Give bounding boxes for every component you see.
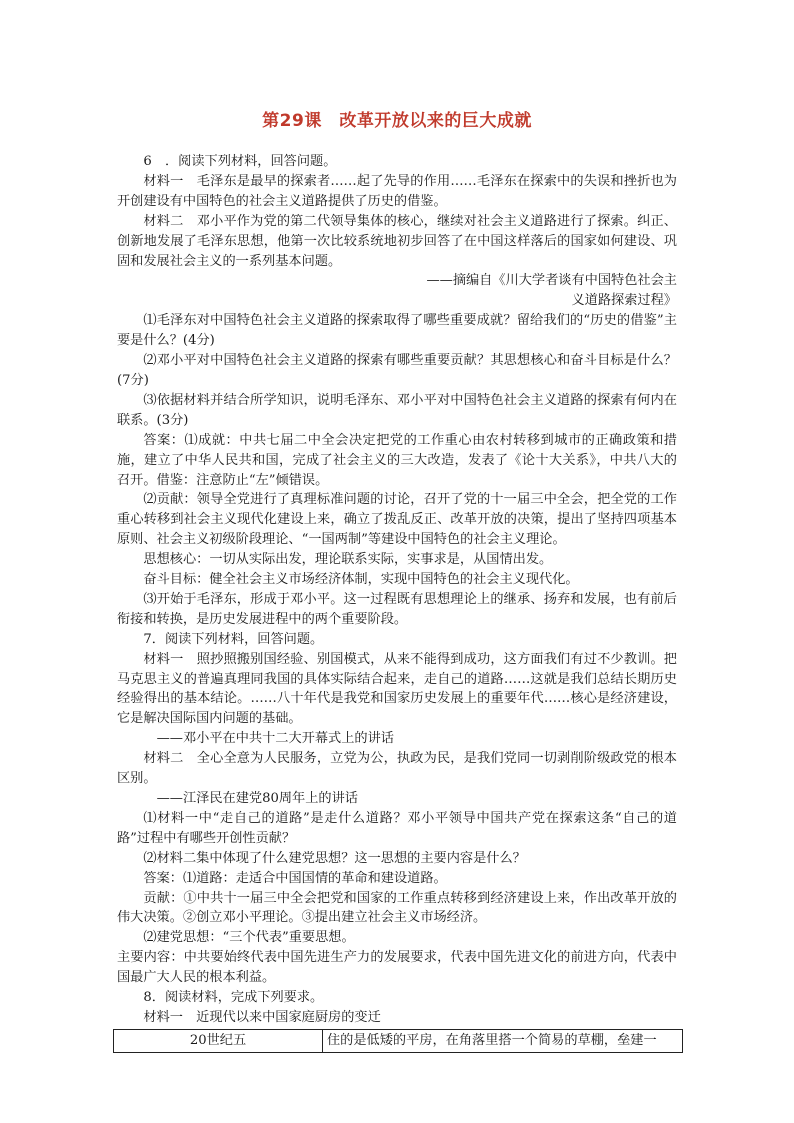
q6-answer-3: ⑶开始于毛泽东，形成于邓小平。这一过程既有思想理论上的继承、扬弃和发展，也有前后衔接和转换，是历史发展进程中的两个重要阶段。 — [117, 591, 677, 627]
lesson-title: 第29课 改革开放以来的巨大成就 — [262, 111, 532, 131]
q6-answer-core: 思想核心：一切从实际出发，理论联系实际，实事求是，从国情出发。 — [143, 552, 553, 568]
q6-sub-question-3: ⑶依据材料并结合所学知识，说明毛泽东、邓小平对中国特色社会主义道路的探索有何内在联系。(3分) — [117, 392, 677, 428]
question-6-heading: 6 ．阅读下列材料，回答问题。 — [143, 154, 337, 169]
q7-sub-question-1: ⑴材料一中“走自己的道路”是走什么道路？邓小平领导中国共产党在探索这条“自己的道路”过程中有哪些开创性贡献？ — [117, 810, 677, 846]
q6-source-citation: ——摘编自《川大学者谈有中国特色社会主义道路探索过程》 — [426, 273, 677, 309]
table-row — [114, 1029, 683, 1052]
table-cell-period: 20世纪五 — [114, 1029, 323, 1052]
q6-answer-goal: 奋斗目标：健全社会主义市场经济体制，实现中国特色的社会主义现代化。 — [143, 572, 579, 588]
q7-answer-content: 主要内容：中共要始终代表中国先进生产力的发展要求，代表中国先进文化的前进方向，代表中国最广大人民的根本利益。 — [117, 950, 677, 986]
table-cell-description: 住的是低矮的平房，在角落里搭一个简易的草棚，垒建一 — [323, 1029, 683, 1052]
q6-sub-question-1: ⑴毛泽东对中国特色社会主义道路的探索取得了哪些重要成就？留给我们的“历史的借鉴”主要是什么？(4分) — [117, 313, 677, 349]
q7-answer-road: 答案：⑴道路：走适合中国国情的革命和建设道路。 — [143, 870, 447, 886]
q6-material-2: 材料二 邓小平作为党的第二代领导集体的核心，继续对社会主义道路进行了探索。纠正、创新地发展了毛泽东思想，他第一次比较系统地初步回答了在中国这样落后的国家如何建设、巩固和发展社会主义的一系列基本问题。 — [117, 213, 677, 269]
q7-answer-thought: ⑵建党思想：“三个代表”重要思想。 — [143, 930, 355, 946]
question-8-heading: 8．阅读材料，完成下列要求。 — [143, 990, 324, 1006]
kitchen-change-table — [113, 1029, 683, 1053]
document-body — [117, 152, 677, 1053]
q7-material-2: 材料二 全心全意为人民服务，立党为公，执政为民，是我们党同一切剥削阶级政党的根本区别。 — [117, 751, 677, 787]
q7-sub-question-2: ⑵材料二集中体现了什么建党思想？这一思想的主要内容是什么？ — [143, 850, 526, 866]
q6-material-1: 材料一 毛泽东是最早的探索者……起了先导的作用……毛泽东在探索中的失误和挫折也为开创建设有中国特色的社会主义道路提供了历史的借鉴。 — [117, 173, 677, 209]
q6-sub-question-2: ⑵邓小平对中国特色社会主义道路的探索有哪些重要贡献？其思想核心和奋斗目标是什么？(7分) — [117, 353, 677, 388]
q7-answer-contribution: 贡献：①中共十一届三中全会把党和国家的工作重点转移到经济建设上来，作出改革开放的伟大决策。②创立邓小平理论。③提出建立社会主义市场经济。 — [117, 890, 677, 926]
q7-source-1: ——邓小平在中共十二大开幕式上的讲话 — [156, 731, 394, 747]
q6-answer-2: ⑵贡献：领导全党进行了真理标准问题的讨论，召开了党的十一届三中全会，把全党的工作重心转移到社会主义现代化建设上来，确立了拨乱反正、改革开放的决策，提出了坚持四项基本原则、社会主义初级阶段理论、“一国两制”等建设中国特色的社会主义理论。 — [117, 492, 677, 548]
q6-answer-1: 答案：⑴成就：中共七届二中全会决定把党的工作重心由农村转移到城市的正确政策和措施，建立了中华人民共和国，完成了社会主义的三大改造，发表了《论十大关系》，中共八大的召开。借鉴：注意防止“左”倾错误。 — [117, 432, 677, 488]
q8-material-1: 材料一 近现代以来中国家庭厨房的变迁 — [143, 1009, 381, 1025]
q7-material-1: 材料一 照抄照搬别国经验、别国模式，从来不能得到成功，这方面我们有过不少教训。把马克思主义的普遍真理同我国的具体实际结合起来，走自己的道路……这就是我们总结长期历史经验得出的基本结论。……八十年代是我党和国家历史发展上的重要年代……核心是经济建设，它是解决国际国内问题的基础。 — [117, 651, 677, 727]
question-7-heading: 7．阅读下列材料，回答问题。 — [143, 631, 324, 647]
q7-source-2: ——江泽民在建党80周年上的讲话 — [156, 791, 358, 806]
